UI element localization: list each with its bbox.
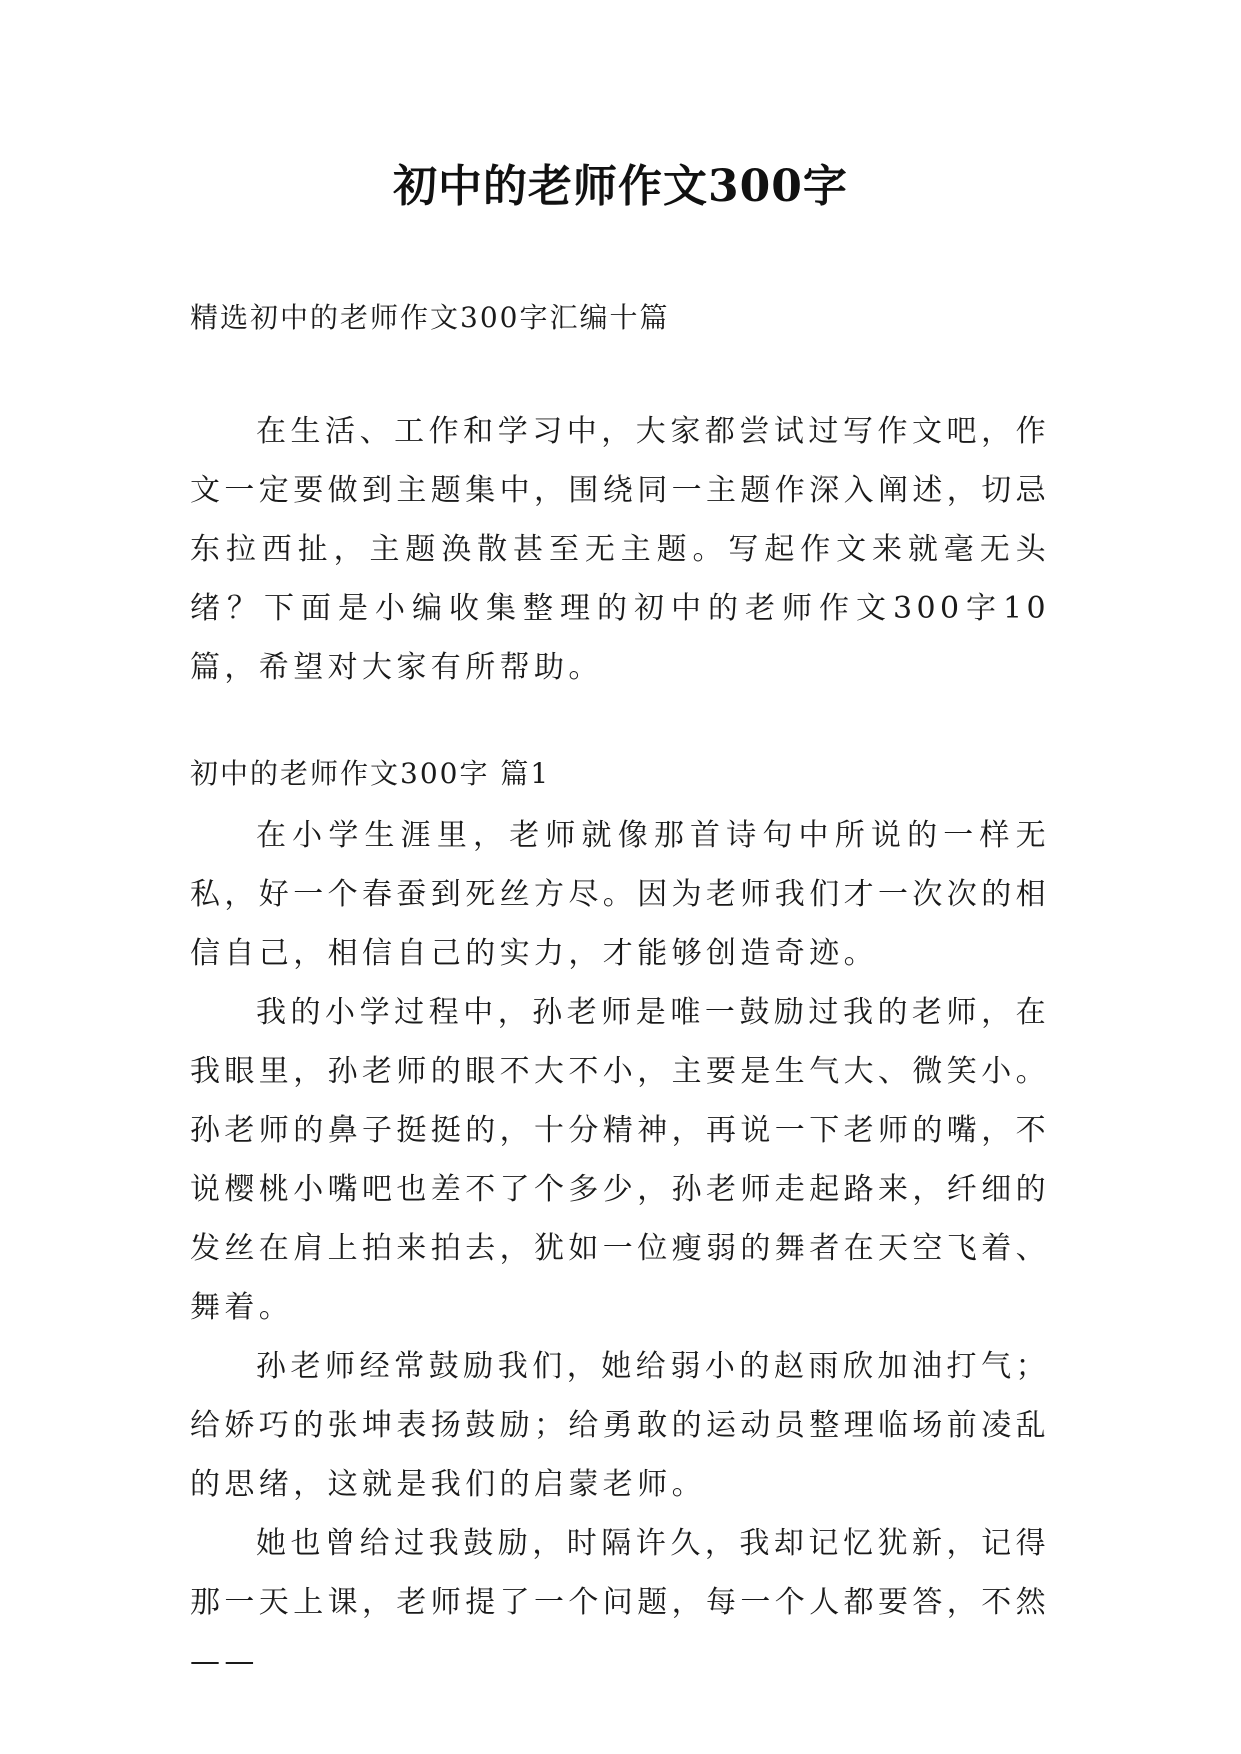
body-paragraph: 我的小学过程中，孙老师是唯一鼓励过我的老师，在我眼里，孙老师的眼不大不小，主要是生气大、微笑小。孙老师的鼻子挺挺的，十分精神，再说一下老师的嘴，不说樱桃小嘴吧也差不了个多少，孙老师走起路来，纤细的发丝在肩上拍来拍去，犹如一位瘦弱的舞者在天空飞着、舞着。 [190,995,1050,1325]
section-heading: 初中的老师作文300字 篇1 [190,757,551,790]
body-paragraph: 孙老师经常鼓励我们，她给弱小的赵雨欣加油打气；给娇巧的张坤表扬鼓励；给勇敢的运动员整理临场前凌乱的思绪，这就是我们的启蒙老师。 [190,1349,1050,1502]
document-subtitle: 精选初中的老师作文300字汇编十篇 [190,301,670,334]
body-paragraph: 她也曾给过我鼓励，时隔许久，我却记忆犹新，记得那一天上课，老师提了一个问题，每一个人都要答，不然—— [190,1526,1050,1679]
section-1-body [190,806,1050,1691]
intro-paragraph: 在生活、工作和学习中，大家都尝试过写作文吧，作文一定要做到主题集中，围绕同一主题作深入阐述，切忌东拉西扯，主题涣散甚至无主题。写起作文来就毫无头绪？下面是小编收集整理的初中的老师作文300字10篇，希望对大家有所帮助。 [190,414,1050,685]
intro-block [190,402,1050,697]
document-title: 初中的老师作文300字 [393,161,848,212]
body-paragraph: 在小学生涯里，老师就像那首诗句中所说的一样无私，好一个春蚕到死丝方尽。因为老师我们才一次次的相信自己，相信自己的实力，才能够创造奇迹。 [190,818,1050,971]
